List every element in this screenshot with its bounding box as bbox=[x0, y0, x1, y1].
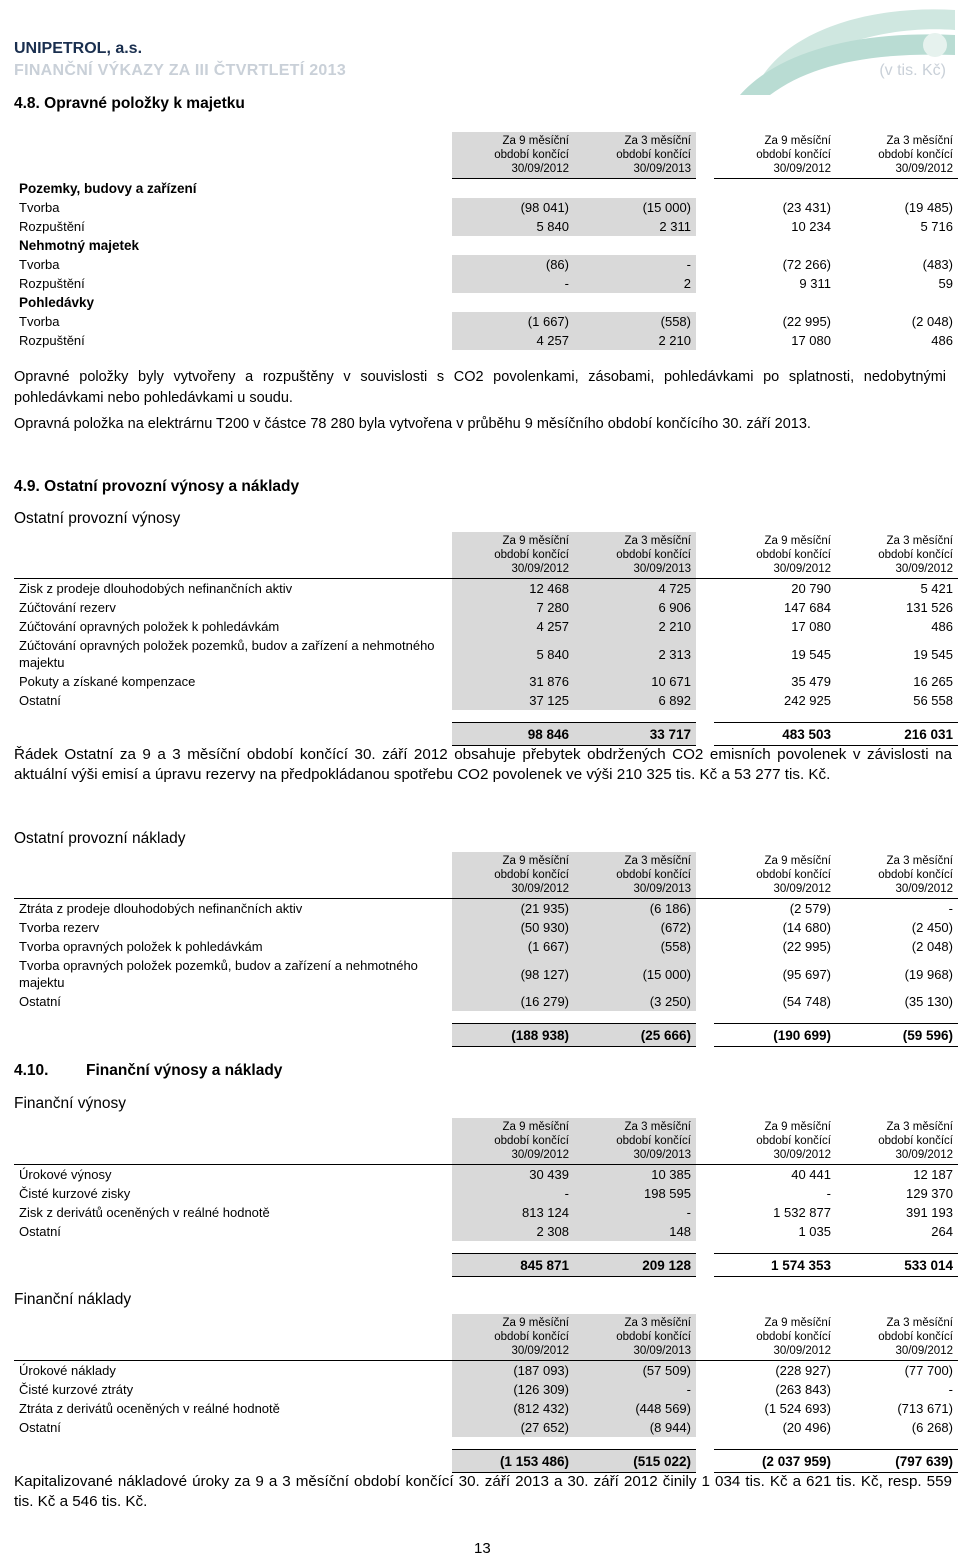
col-header: Za 9 měsíční období končící 30/09/2012 bbox=[452, 852, 574, 899]
section-4-8-title: 4.8. Opravné položky k majetku bbox=[14, 95, 245, 112]
group-title: Nehmotný majetek bbox=[19, 238, 140, 253]
col-header: Za 9 měsíční období končící 30/09/2012 bbox=[452, 532, 574, 579]
table-header-row bbox=[14, 132, 958, 179]
table-row: Pokuty a získané kompenzace 31 876 10 671 35 479 16 265 bbox=[19, 674, 953, 689]
col-header: Za 3 měsíční období končící 30/09/2012 bbox=[836, 1314, 958, 1361]
table-row: Zisk z prodeje dlouhodobých nefinančních aktiv 12 468 4 725 20 790 5 421 bbox=[14, 579, 958, 599]
col-header: Za 9 měsíční období končící 30/09/2012 bbox=[714, 132, 836, 179]
col-header: Za 9 měsíční období končící 30/09/2012 bbox=[714, 1118, 836, 1165]
col-header: Za 3 měsíční období končící 30/09/2013 bbox=[574, 1314, 696, 1361]
financial-income-table bbox=[14, 1118, 958, 1277]
table-row: Úrokové náklady (187 093) (57 509) (228 927) (77 700) bbox=[14, 1361, 958, 1381]
col-header: Za 3 měsíční období končící 30/09/2013 bbox=[574, 132, 696, 179]
table-row: Ostatní (27 652) (8 944) (20 496) (6 268) bbox=[19, 1420, 953, 1435]
total-row: 98 846 33 717 483 503 216 031 bbox=[14, 723, 958, 746]
table-row: Ztráta z prodeje dlouhodobých nefinančních aktiv (21 935) (6 186) (2 579) - bbox=[14, 899, 958, 919]
table-row: Tvorba rezerv (50 930) (672) (14 680) (2 450) bbox=[19, 920, 953, 935]
table-row: Tvorba opravných položek k pohledávkám (1 667) (558) (22 995) (2 048) bbox=[19, 939, 953, 954]
total-row: (188 938) (25 666) (190 699) (59 596) bbox=[14, 1024, 958, 1047]
table-row: Tvorba (86) - (72 266) (483) bbox=[19, 257, 953, 272]
table-header-row bbox=[14, 532, 958, 579]
section-4-9-title: 4.9. Ostatní provozní výnosy a náklady bbox=[14, 478, 300, 495]
total-row: (1 153 486) (515 022) (2 037 959) (797 639) bbox=[14, 1450, 958, 1473]
note-paragraph: Řádek Ostatní za 9 a 3 měsíční období končící 30. září 2012 obsahuje přebytek obdržených CO2 emisních povolenek v závislosti na aktuální výši emisí a úpravu rezervy na předpokládanou spotřebu CO2 povolenek ve výši 210 325 tis. Kč a 53 277 tis. Kč. bbox=[14, 746, 952, 783]
subsection-title: Finanční výnosy bbox=[14, 1095, 126, 1112]
company-logo bbox=[720, 0, 960, 95]
col-header: Za 3 měsíční období končící 30/09/2012 bbox=[836, 132, 958, 179]
subsection-title: Ostatní provozní náklady bbox=[14, 830, 186, 847]
col-header: Za 3 měsíční období končící 30/09/2013 bbox=[574, 1118, 696, 1165]
table-row: Ostatní 37 125 6 892 242 925 56 558 bbox=[19, 693, 953, 708]
report-subtitle: FINANČNÍ VÝKAZY ZA III ČTVRTLETÍ 2013 bbox=[14, 62, 347, 79]
page-number: 13 bbox=[474, 1540, 491, 1557]
col-header: Za 3 měsíční období končící 30/09/2012 bbox=[836, 1118, 958, 1165]
total-row: 845 871 209 128 1 574 353 533 014 bbox=[14, 1254, 958, 1277]
col-header: Za 3 měsíční období končící 30/09/2013 bbox=[574, 532, 696, 579]
col-header: Za 3 měsíční období končící 30/09/2012 bbox=[836, 852, 958, 899]
table-row: Zisk z derivátů oceněných v reálné hodnotě 813 124 - 1 532 877 391 193 bbox=[19, 1205, 953, 1220]
group-title: Pohledávky bbox=[19, 295, 95, 310]
table-row: Ostatní (16 279) (3 250) (54 748) (35 130) bbox=[19, 994, 953, 1009]
table-row: Tvorba (98 041) (15 000) (23 431) (19 485) bbox=[19, 200, 953, 215]
table-header-row bbox=[14, 1314, 958, 1361]
table-header-row bbox=[14, 1118, 958, 1165]
note-paragraph: Opravné položky byly vytvořeny a rozpuštěny v souvislosti s CO2 povolenkami, zásobami, pohledávkami po splatnosti, nedobytnými pohledávkami nebo pohledávkami u soudu. bbox=[14, 369, 946, 406]
col-header: Za 9 měsíční období končící 30/09/2012 bbox=[714, 1314, 836, 1361]
other-operating-expenses-table bbox=[14, 852, 958, 1047]
subsection-title: Ostatní provozní výnosy bbox=[14, 510, 181, 527]
table-row: Zúčtování opravných položek pozemků, budov a zařízení a nehmotného majektu 5 840 2 313 19 545 19 545 bbox=[19, 638, 953, 670]
table-row: Tvorba opravných položek pozemků, budov a zařízení a nehmotného majektu (98 127) (15 000) (95 697) (19 968) bbox=[19, 958, 953, 990]
unit-label: (v tis. Kč) bbox=[879, 62, 946, 79]
section-4-10-title: 4.10. Finanční výnosy a náklady bbox=[14, 1062, 283, 1079]
note-paragraph: Opravná položka na elektrárnu T200 v částce 78 280 byla vytvořena v průběhu 9 měsíčního období končícího 30. září 2013. bbox=[14, 416, 811, 432]
col-header: Za 9 měsíční období končící 30/09/2012 bbox=[714, 852, 836, 899]
table-row: Tvorba (1 667) (558) (22 995) (2 048) bbox=[19, 314, 953, 329]
other-operating-income-table bbox=[14, 532, 958, 746]
table-row: Čisté kurzové ztráty (126 309) - (263 843) - bbox=[19, 1382, 953, 1397]
table-row: Rozpuštění 5 840 2 311 10 234 5 716 bbox=[19, 219, 953, 234]
note-paragraph: Kapitalizované nákladové úroky za 9 a 3 měsíční období končící 30. září 2013 a 30. září 2012 činily 1 034 tis. Kč a 621 tis. Kč, resp. 559 tis. Kč a 546 tis. Kč. bbox=[14, 1473, 952, 1510]
table-row: Rozpuštění - 2 9 311 59 bbox=[19, 276, 953, 291]
table-row: Zúčtování rezerv 7 280 6 906 147 684 131 526 bbox=[19, 600, 953, 615]
table-row: Čisté kurzové zisky - 198 595 - 129 370 bbox=[19, 1186, 953, 1201]
table-row: Rozpuštění 4 257 2 210 17 080 486 bbox=[19, 333, 953, 348]
table-row: Ztráta z derivátů oceněných v reálné hodnotě (812 432) (448 569) (1 524 693) (713 671) bbox=[19, 1401, 953, 1416]
impairment-table bbox=[14, 132, 958, 350]
table-row: Ostatní 2 308 148 1 035 264 bbox=[19, 1224, 953, 1239]
col-header: Za 9 měsíční období končící 30/09/2012 bbox=[714, 532, 836, 579]
group-title: Pozemky, budovy a zařízení bbox=[19, 181, 197, 196]
table-header-row bbox=[14, 852, 958, 899]
table-row: Úrokové výnosy 30 439 10 385 40 441 12 187 bbox=[14, 1165, 958, 1185]
col-header: Za 3 měsíční období končící 30/09/2012 bbox=[836, 532, 958, 579]
financial-expenses-table bbox=[14, 1314, 958, 1473]
col-header: Za 9 měsíční období končící 30/09/2012 bbox=[452, 1118, 574, 1165]
col-header: Za 9 měsíční období končící 30/09/2012 bbox=[452, 1314, 574, 1361]
table-row: Zúčtování opravných položek k pohledávkám 4 257 2 210 17 080 486 bbox=[19, 619, 953, 634]
company-name: UNIPETROL, a.s. bbox=[14, 40, 143, 57]
subsection-title: Finanční náklady bbox=[14, 1291, 132, 1308]
col-header: Za 3 měsíční období končící 30/09/2013 bbox=[574, 852, 696, 899]
col-header: Za 9 měsíční období končící 30/09/2012 bbox=[452, 132, 574, 179]
